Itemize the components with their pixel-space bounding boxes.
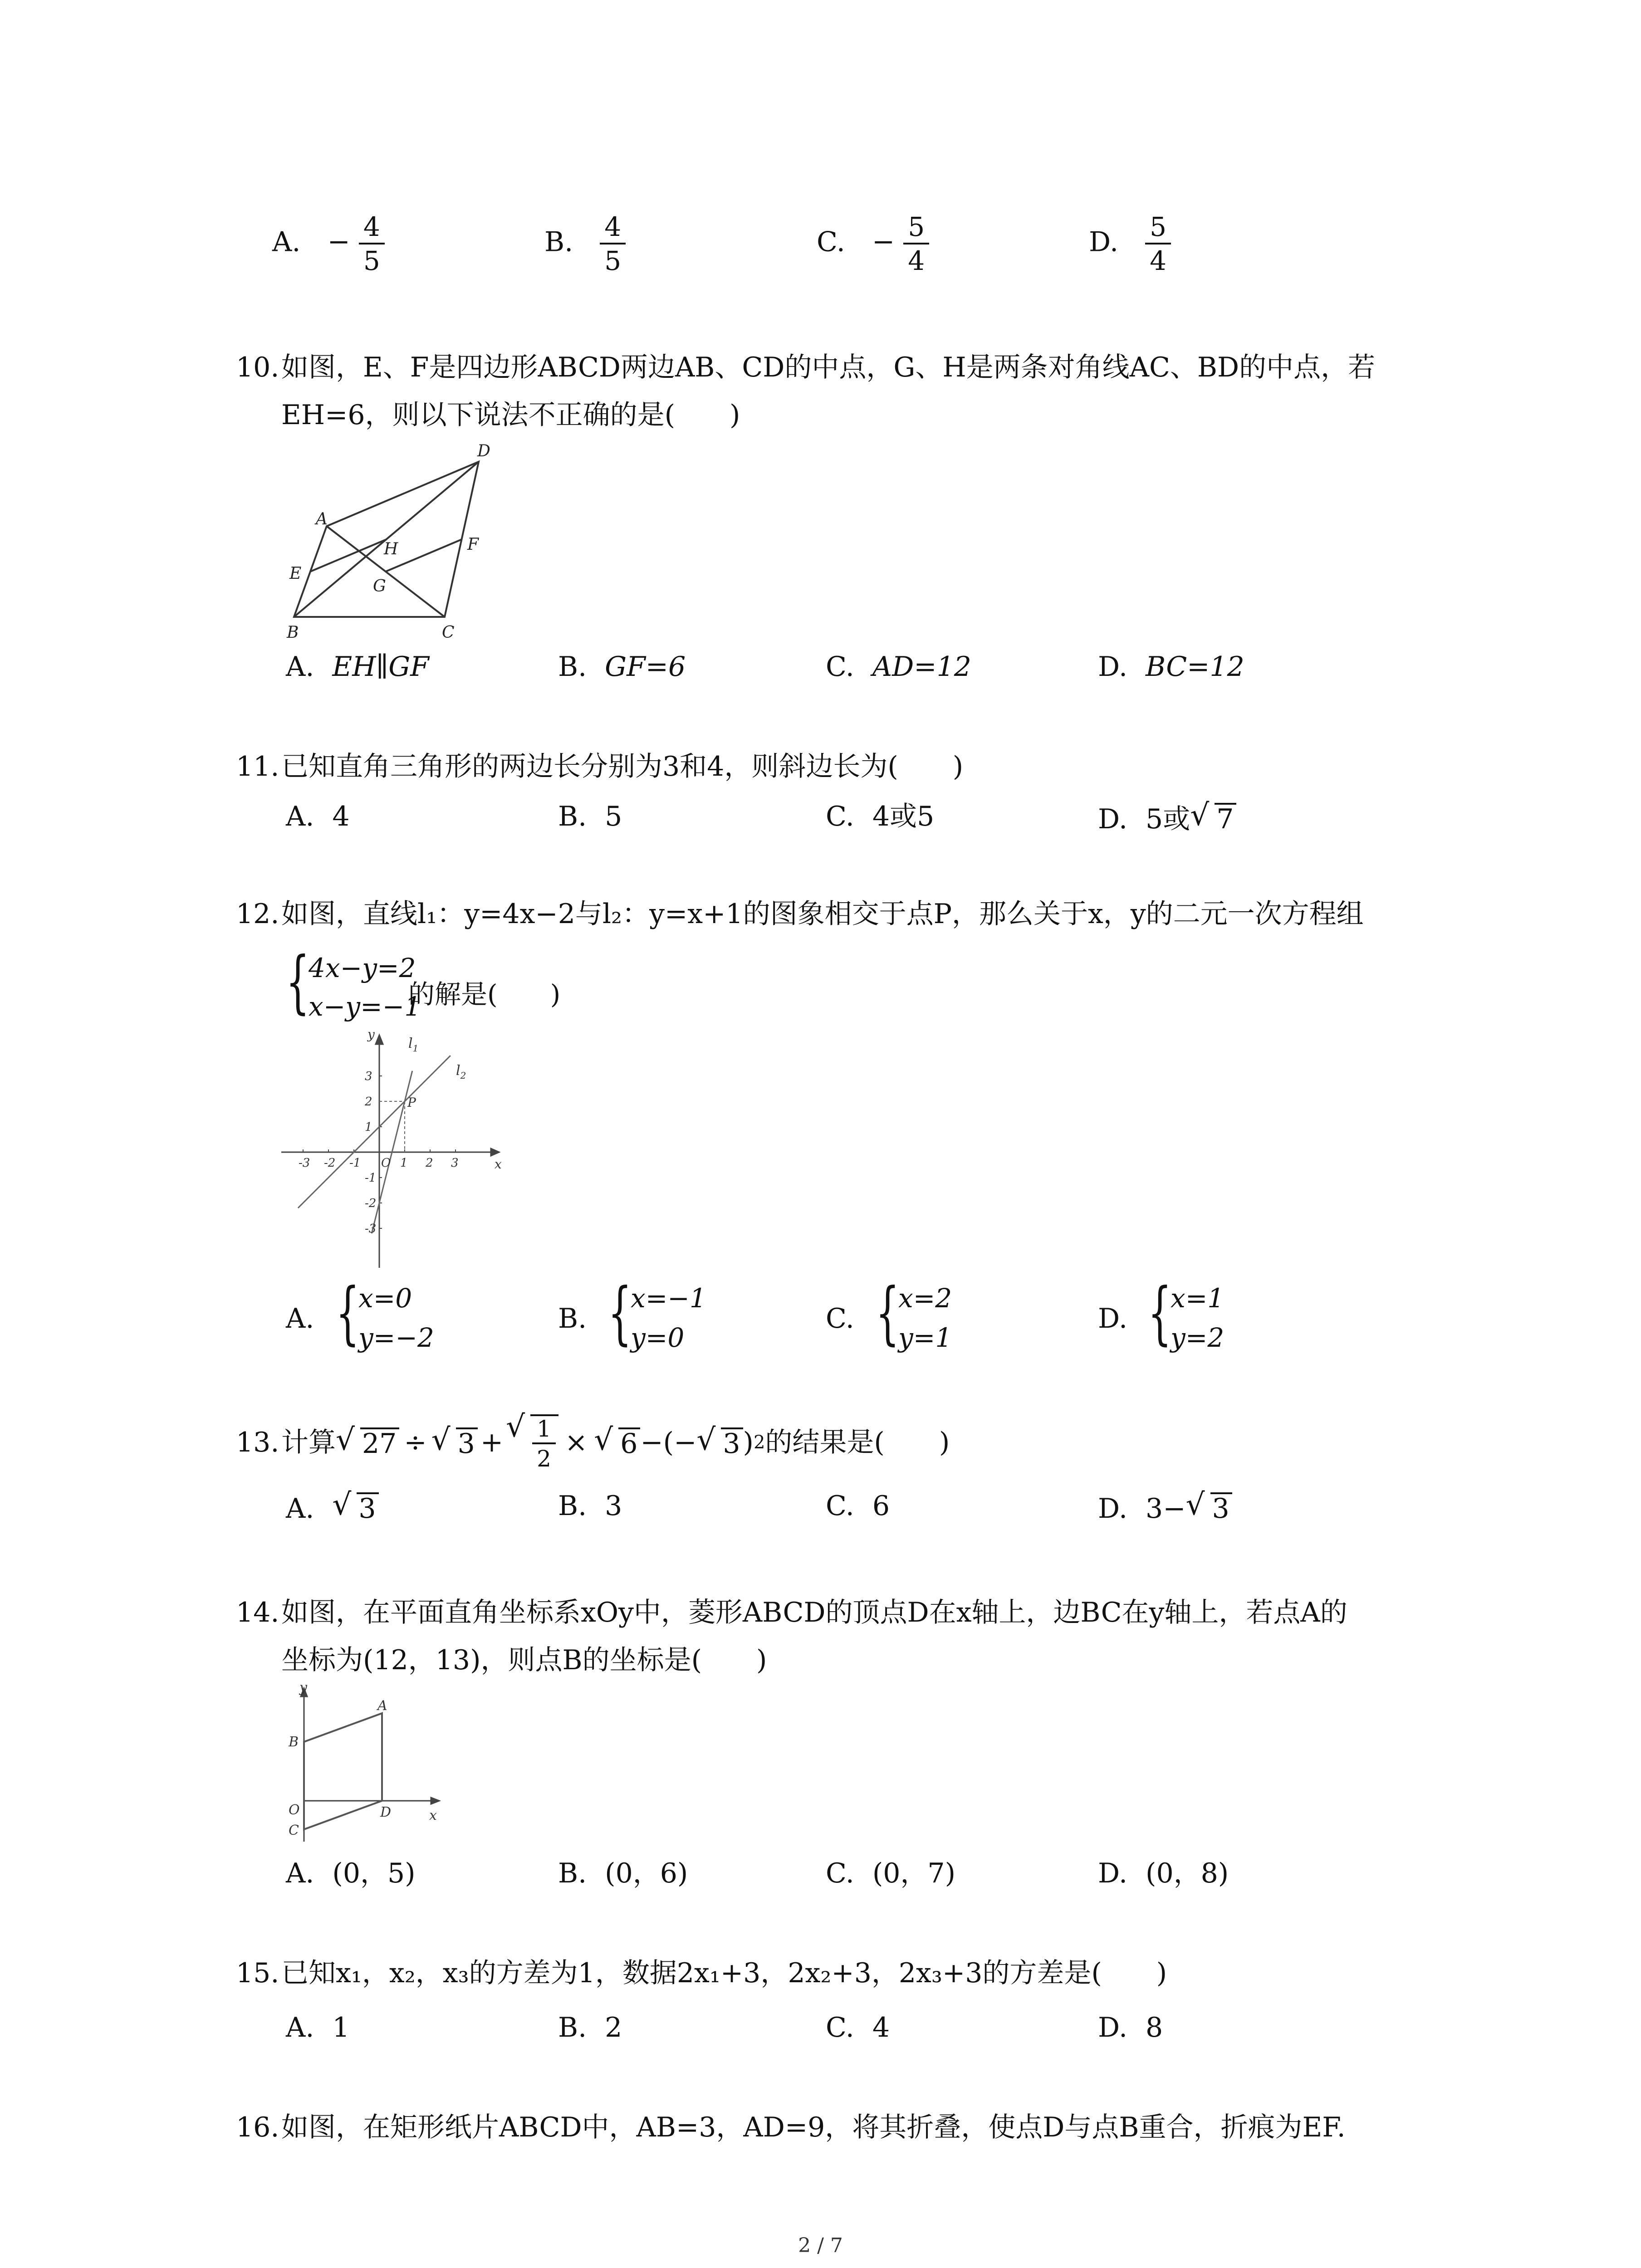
close-paren: ) [743, 1427, 754, 1458]
option-line-2: y=1 [898, 1322, 952, 1353]
y-tick-label: 3 [365, 1070, 372, 1083]
option-label: C. [826, 1490, 854, 1522]
x-tick-label: 1 [400, 1156, 408, 1170]
q15-option-b[interactable] [558, 2014, 622, 2041]
left-brace: { [1148, 1274, 1172, 1353]
divide-sign: ÷ [404, 1427, 427, 1458]
option-label: A. [286, 1857, 314, 1889]
q12-equation-system [286, 943, 603, 1025]
sqrt-3 [431, 1427, 478, 1460]
x-tick-label: -3 [299, 1156, 310, 1170]
y-tick-label: 2 [365, 1095, 372, 1109]
line-l2 [298, 1056, 451, 1208]
q13-stem [281, 1415, 950, 1470]
y-tick-label: -1 [365, 1171, 377, 1185]
label-c: C [289, 1823, 299, 1838]
radicand: 3 [1210, 1492, 1232, 1522]
page-number: 2 / 7 [798, 2234, 843, 2257]
q12-option-d[interactable] [1098, 1274, 1352, 1356]
left-brace: { [286, 943, 310, 1022]
option-line-1: x=2 [898, 1283, 952, 1314]
option-line-1: x=1 [1171, 1283, 1225, 1314]
l2-subscript: 2 [460, 1070, 466, 1081]
option-text: 4或5 [872, 801, 935, 832]
option-label: B. [558, 1303, 587, 1334]
option-label: A. [272, 226, 301, 258]
option-line-2: y=0 [631, 1322, 685, 1353]
label-e: E [289, 564, 302, 583]
denominator: 5 [363, 245, 380, 276]
q15-number: 15. [236, 1957, 279, 1989]
option-line-2: y=−2 [358, 1322, 434, 1353]
option-label: C. [826, 1857, 854, 1889]
sqrt-6 [594, 1427, 640, 1460]
q13-suffix: 的结果是( ) [765, 1427, 950, 1458]
fraction [1145, 213, 1171, 275]
plus-sign: + [480, 1427, 504, 1458]
q9-option-c[interactable] [817, 213, 929, 275]
sqrt-3b [696, 1427, 743, 1460]
option-label: C. [826, 2012, 854, 2043]
option-label: A. [286, 801, 314, 832]
x-axis-label: x [429, 1808, 437, 1823]
option-label: B. [558, 1857, 587, 1889]
option-line-2: y=2 [1171, 1322, 1225, 1353]
q14-number: 14. [236, 1597, 279, 1628]
label-a: A [316, 510, 328, 528]
q10-option-a[interactable] [286, 651, 429, 683]
sqrt-half [506, 1414, 558, 1471]
origin-label: O [381, 1156, 391, 1170]
q12-option-c[interactable] [826, 1274, 1080, 1356]
l1-label [408, 1036, 418, 1054]
sqrt-27 [336, 1427, 399, 1460]
option-label: C. [826, 801, 854, 832]
option-label: A. [286, 651, 314, 683]
label-d: D [380, 1804, 392, 1820]
l2-label [456, 1063, 466, 1081]
option-text: 5 [605, 801, 622, 832]
sqrt-expression [1186, 1492, 1232, 1525]
left-brace: { [876, 1274, 900, 1353]
option-text: 6 [872, 1490, 890, 1522]
option-label: B. [558, 651, 587, 683]
q13-option-d[interactable] [1098, 1492, 1232, 1525]
q16-stem: 如图，在矩形纸片ABCD中，AB=3，AD=9，将其折叠，使点D与点B重合，折痕为EF. [281, 2112, 1346, 2143]
label-f: F [467, 535, 479, 554]
numerator: √ 1 [532, 1417, 556, 1445]
radicand [530, 1414, 558, 1471]
l1-letter: l [408, 1036, 413, 1051]
q11-stem: 已知直角三角形的两边长分别为3和4，则斜边长为( ) [281, 751, 964, 782]
x-axis-arrow [431, 1798, 439, 1804]
q9-option-a[interactable] [272, 213, 385, 275]
option-text: 2 [605, 2012, 622, 2043]
q14-option-c[interactable] [826, 1857, 956, 1889]
option-text: AD=12 [872, 651, 971, 683]
q10-stem-line1: 如图，E、F是四边形ABCD两边AB、CD的中点，G、H是两条对角线AC、BD的中点，若 [281, 352, 1376, 383]
x-tick-label: -1 [349, 1156, 361, 1170]
radicand: 7 [1215, 803, 1236, 833]
x-axis-label: x [495, 1157, 502, 1172]
label-c: C [442, 623, 455, 642]
numerator: 4 [359, 213, 385, 244]
option-label: B. [558, 801, 587, 832]
option-line-1: x=−1 [631, 1283, 706, 1314]
sqrt-expression [332, 1492, 378, 1525]
q12-number: 12. [236, 898, 279, 930]
option-label: A. [286, 2012, 314, 2043]
y-axis-arrow [376, 1035, 383, 1044]
option-label: D. [1098, 2012, 1128, 2043]
minus-open: −(− [640, 1427, 697, 1458]
option-label: D. [1098, 803, 1128, 835]
q13-number: 13. [236, 1427, 279, 1458]
l2-letter: l [456, 1063, 460, 1079]
option-text: 1 [332, 2012, 350, 2043]
q11-option-a[interactable] [286, 803, 350, 830]
q12-option-b[interactable] [558, 1274, 812, 1356]
x-axis-arrow [491, 1149, 499, 1156]
q14-stem-line1: 如图，在平面直角坐标系xOy中，菱形ABCD的顶点D在x轴上，边BC在y轴上，若点A的 [281, 1597, 1347, 1628]
x-tick-label: 2 [426, 1156, 433, 1170]
option-text: 4 [872, 2012, 890, 2043]
q15-option-d[interactable] [1098, 2014, 1163, 2041]
fraction [532, 1417, 556, 1471]
sqrt-expression [1190, 803, 1236, 833]
q10-number: 10. [236, 352, 279, 383]
times-sign: × [564, 1427, 588, 1458]
option-text: 3 [605, 1490, 622, 1522]
q9-option-d[interactable] [1089, 213, 1171, 275]
label-o: O [289, 1802, 300, 1818]
option-label: C. [817, 226, 845, 258]
option-label: B. [558, 2012, 587, 2043]
q10-option-c[interactable] [826, 651, 971, 683]
x-tick-label: -2 [324, 1156, 336, 1170]
option-sign: − [327, 226, 350, 258]
numerator: 5 [903, 213, 929, 244]
q11-option-d[interactable] [1098, 803, 1236, 833]
fraction [359, 213, 385, 275]
radicand: 6 [618, 1427, 640, 1457]
option-text: 4 [332, 801, 350, 832]
label-a: A [377, 1698, 387, 1714]
label-b: B [287, 623, 299, 642]
denominator: 2 [537, 1446, 551, 1472]
y-tick-label: -2 [365, 1197, 377, 1210]
label-d: D [477, 442, 490, 460]
q15-option-a[interactable] [286, 2014, 350, 2041]
q15-option-c[interactable] [826, 2014, 890, 2041]
q13-prefix: 计算 [281, 1427, 336, 1458]
q9-option-b[interactable] [544, 213, 626, 275]
option-text: (0，8) [1146, 1857, 1229, 1889]
q14-option-d[interactable] [1098, 1857, 1229, 1889]
equation-2: x−y=−1 [309, 991, 421, 1022]
q11-number: 11. [236, 751, 279, 782]
q14-option-a[interactable] [286, 1857, 416, 1889]
radicand: 3 [456, 1427, 478, 1457]
option-text: 5或 [1146, 803, 1190, 835]
q13-option-b[interactable] [558, 1492, 622, 1520]
option-text: (0，6) [605, 1857, 688, 1889]
q11-option-c[interactable] [826, 803, 934, 830]
q13-option-c[interactable] [826, 1492, 890, 1520]
q14-stem-line2: 坐标为(12，13)，则点B的坐标是( ) [281, 1644, 767, 1676]
rhombus-abcd [304, 1713, 382, 1829]
segment-eh [310, 539, 387, 572]
numerator: 5 [1145, 213, 1171, 244]
fraction [600, 213, 626, 275]
option-label: A. [286, 1303, 314, 1334]
option-label: D. [1098, 651, 1128, 683]
option-text: EH∥GF [332, 651, 429, 683]
q15-stem: 已知x₁，x₂，x₃的方差为1，数据2x₁+3，2x₂+3，2x₃+3的方差是( ) [281, 1957, 1167, 1989]
option-line-1: x=0 [358, 1283, 412, 1314]
radicand: 3 [357, 1492, 378, 1522]
q12-stem-line1: 如图，直线l₁：y=4x−2与l₂：y=x+1的图象相交于点P，那么关于x，y的二元一次方程组 [281, 898, 1364, 930]
option-label: D. [1089, 226, 1119, 258]
l1-subscript: 1 [412, 1043, 419, 1054]
option-label: B. [558, 1490, 587, 1522]
option-sign: − [872, 226, 895, 258]
radicand: 27 [360, 1427, 399, 1457]
option-text: 3− [1146, 1493, 1186, 1525]
q14-rhombus-figure [281, 1678, 445, 1851]
q14-option-b[interactable] [558, 1857, 688, 1889]
option-label: C. [826, 1303, 854, 1334]
denominator: 4 [1150, 245, 1167, 276]
q13-option-a[interactable] [286, 1492, 379, 1525]
left-brace: { [608, 1274, 632, 1353]
q16-number: 16. [236, 2112, 279, 2143]
x-tick-label: 3 [451, 1156, 459, 1170]
equation-1: 4x−y=2 [309, 953, 416, 983]
option-text: (0，5) [332, 1857, 416, 1889]
y-axis-label: y [299, 1680, 307, 1696]
y-tick-label: 1 [365, 1120, 372, 1134]
denominator: 5 [604, 245, 622, 276]
q12-line-graph [272, 1030, 508, 1275]
denominator: 4 [908, 245, 925, 276]
system-tail: 的解是( ) [408, 979, 561, 1010]
label-g: G [373, 577, 386, 596]
label-b: B [289, 1734, 299, 1750]
q11-option-b[interactable] [558, 803, 622, 830]
option-label: D. [1098, 1493, 1128, 1525]
p-label: P [407, 1095, 416, 1110]
q10-stem-line2: EH=6，则以下说法不正确的是( ) [281, 399, 740, 431]
option-text: (0，7) [872, 1857, 956, 1889]
exponent: 2 [753, 1432, 765, 1453]
left-brace: { [336, 1274, 360, 1353]
option-text: 8 [1146, 2012, 1163, 2043]
option-text: GF=6 [605, 651, 686, 683]
y-axis-label: y [367, 1030, 375, 1042]
option-label: C. [826, 651, 854, 683]
option-text: BC=12 [1146, 651, 1244, 683]
numerator: 4 [600, 213, 626, 244]
q12-option-a[interactable] [286, 1274, 540, 1356]
radicand: 3 [721, 1427, 743, 1457]
option-label: A. [286, 1493, 314, 1525]
option-label: B. [544, 226, 573, 258]
fraction [903, 213, 929, 275]
label-h: H [384, 540, 398, 558]
option-label: D. [1098, 1303, 1128, 1334]
q10-quadrilateral-figure [277, 435, 513, 644]
q10-option-d[interactable] [1098, 651, 1244, 683]
q10-option-b[interactable] [558, 651, 686, 683]
option-label: D. [1098, 1857, 1128, 1889]
y-tick-label: -3 [365, 1222, 377, 1236]
